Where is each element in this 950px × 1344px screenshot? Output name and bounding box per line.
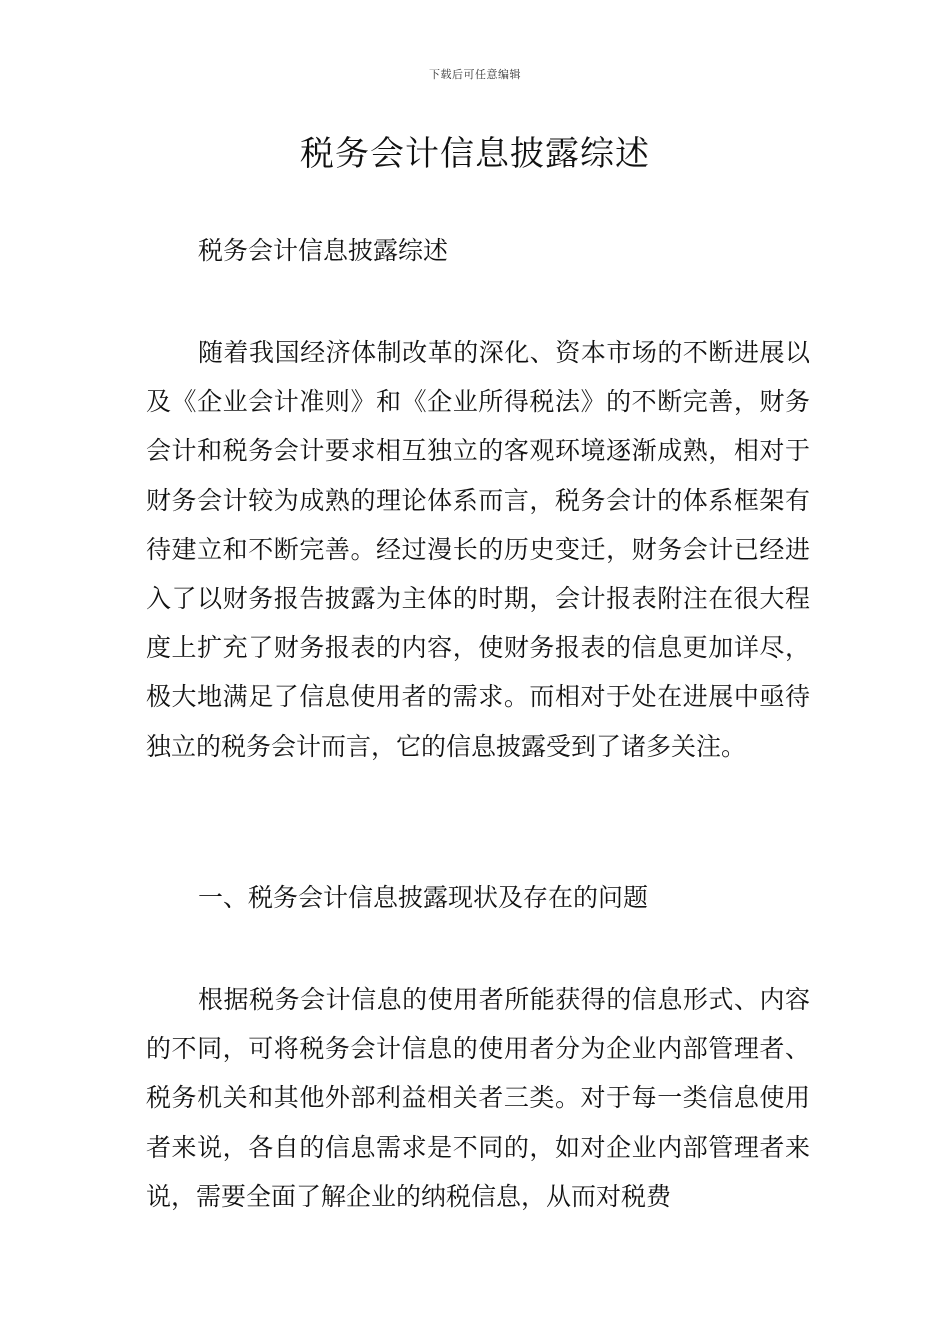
paragraph-users: 根据税务会计信息的使用者所能获得的信息形式、内容的不同，可将税务会计信息的使用者分为企业内部管理者、税务机关和其他外部利益相关者三类。对于每一类信息使用者来说，各自的信息需求是不同的，如对企业内部管理者来说，需要全面了解企业的纳税信息，从而对税费 <box>146 985 810 1211</box>
paragraph-intro: 随着我国经济体制改革的深化、资本市场的不断进展以及《企业会计准则》和《企业所得税法》的不断完善，财务会计和税务会计要求相互独立的客观环境逐渐成熟，相对于财务会计较为成熟的理论体系而言，税务会计的体系框架有待建立和不断完善。经过漫长的历史变迁，财务会计已经进入了以财务报告披露为主体的时期，会计报表附注在很大程度上扩充了财务报表的内容，使财务报表的信息更加详尽，极大地满足了信息使用者的需求。而相对于处在进展中亟待独立的税务会计而言，它的信息披露受到了诸多关注。 <box>146 338 810 761</box>
section-heading: 一、税务会计信息披露现状及存在的问题 <box>198 883 649 912</box>
document-title: 税务会计信息披露综述 <box>300 134 650 174</box>
header-note: 下载后可任意编辑 <box>429 68 521 81</box>
document-subtitle: 税务会计信息披露综述 <box>198 236 449 265</box>
